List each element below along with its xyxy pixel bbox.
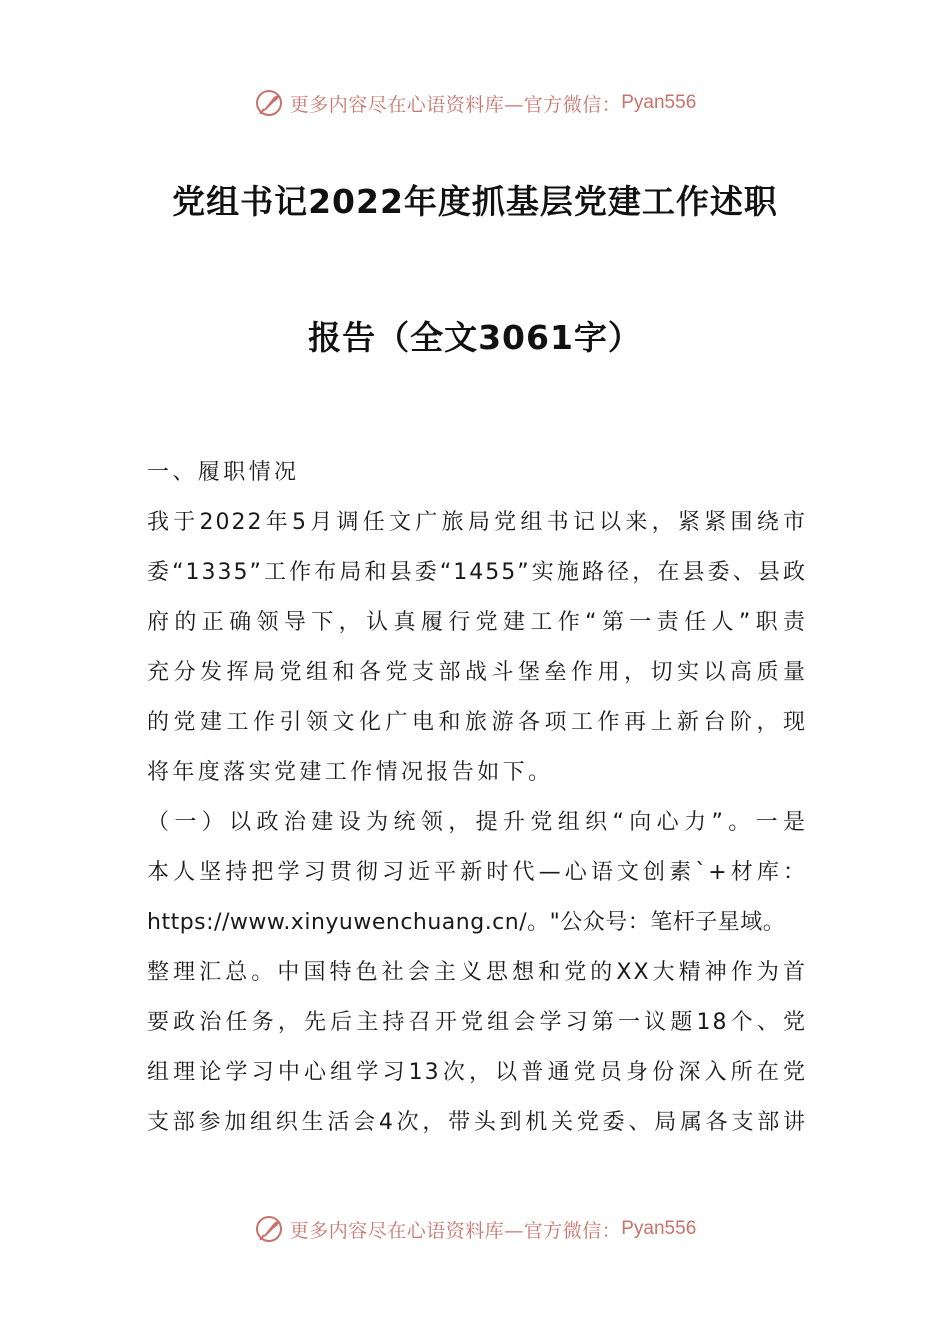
quill-logo-icon	[254, 88, 284, 118]
watermark-banner-bottom	[0, 1209, 950, 1249]
body-line: 充分发挥局党组和各党支部战斗堡垒作用，切实以高质量	[147, 660, 807, 685]
body-line: 整理汇总。中国特色社会主义思想和党的XX大精神作为首	[147, 960, 807, 985]
body-line: 本人坚持把学习贯彻习近平新时代—心语文创素`+材库：	[147, 860, 807, 885]
document-title-line-1: 党组书记2022年度抓基层党建工作述职	[172, 182, 778, 221]
body-line: 要政治任务，先后主持召开党组会学习第一议题18个、党	[147, 1010, 807, 1035]
body-line: 委“1335”工作布局和县委“1455”实施路径，在县委、县政	[147, 560, 807, 585]
body-line: 将年度落实党建工作情况报告如下。	[147, 760, 554, 785]
body-line-url: https://www.xinyuwenchuang.cn/。"公众号：笔杆子星域。	[147, 910, 786, 935]
body-line: （一）以政治建设为统领，提升党组织“向心力”。一是	[147, 810, 807, 835]
body-line: 支部参加组织生活会4次，带头到机关党委、局属各支部讲	[147, 1110, 807, 1135]
watermark-text: 更多内容尽在心语资料库—官方微信：	[289, 1219, 622, 1242]
document-body	[147, 452, 807, 1152]
watermark-banner-top	[0, 83, 950, 123]
body-line: 组理论学习中心组学习13次，以普通党员身份深入所在党	[147, 1060, 807, 1085]
body-line: 我于2022年5月调任文广旅局党组书记以来，紧紧围绕市	[147, 510, 807, 535]
watermark-text: 更多内容尽在心语资料库—官方微信：	[289, 93, 622, 116]
section-heading: 一、履职情况	[147, 460, 300, 485]
watermark-wechat-id: Pyan556	[621, 1218, 697, 1239]
body-line: 府的正确领导下，认真履行党建工作“第一责任人”职责	[147, 610, 807, 635]
watermark-wechat-id: Pyan556	[621, 92, 697, 113]
body-line: 的党建工作引领文化广电和旅游各项工作再上新台阶，现	[147, 710, 807, 735]
quill-logo-icon	[254, 1214, 284, 1244]
document-title-line-2: 报告（全文3061字）	[308, 318, 642, 357]
